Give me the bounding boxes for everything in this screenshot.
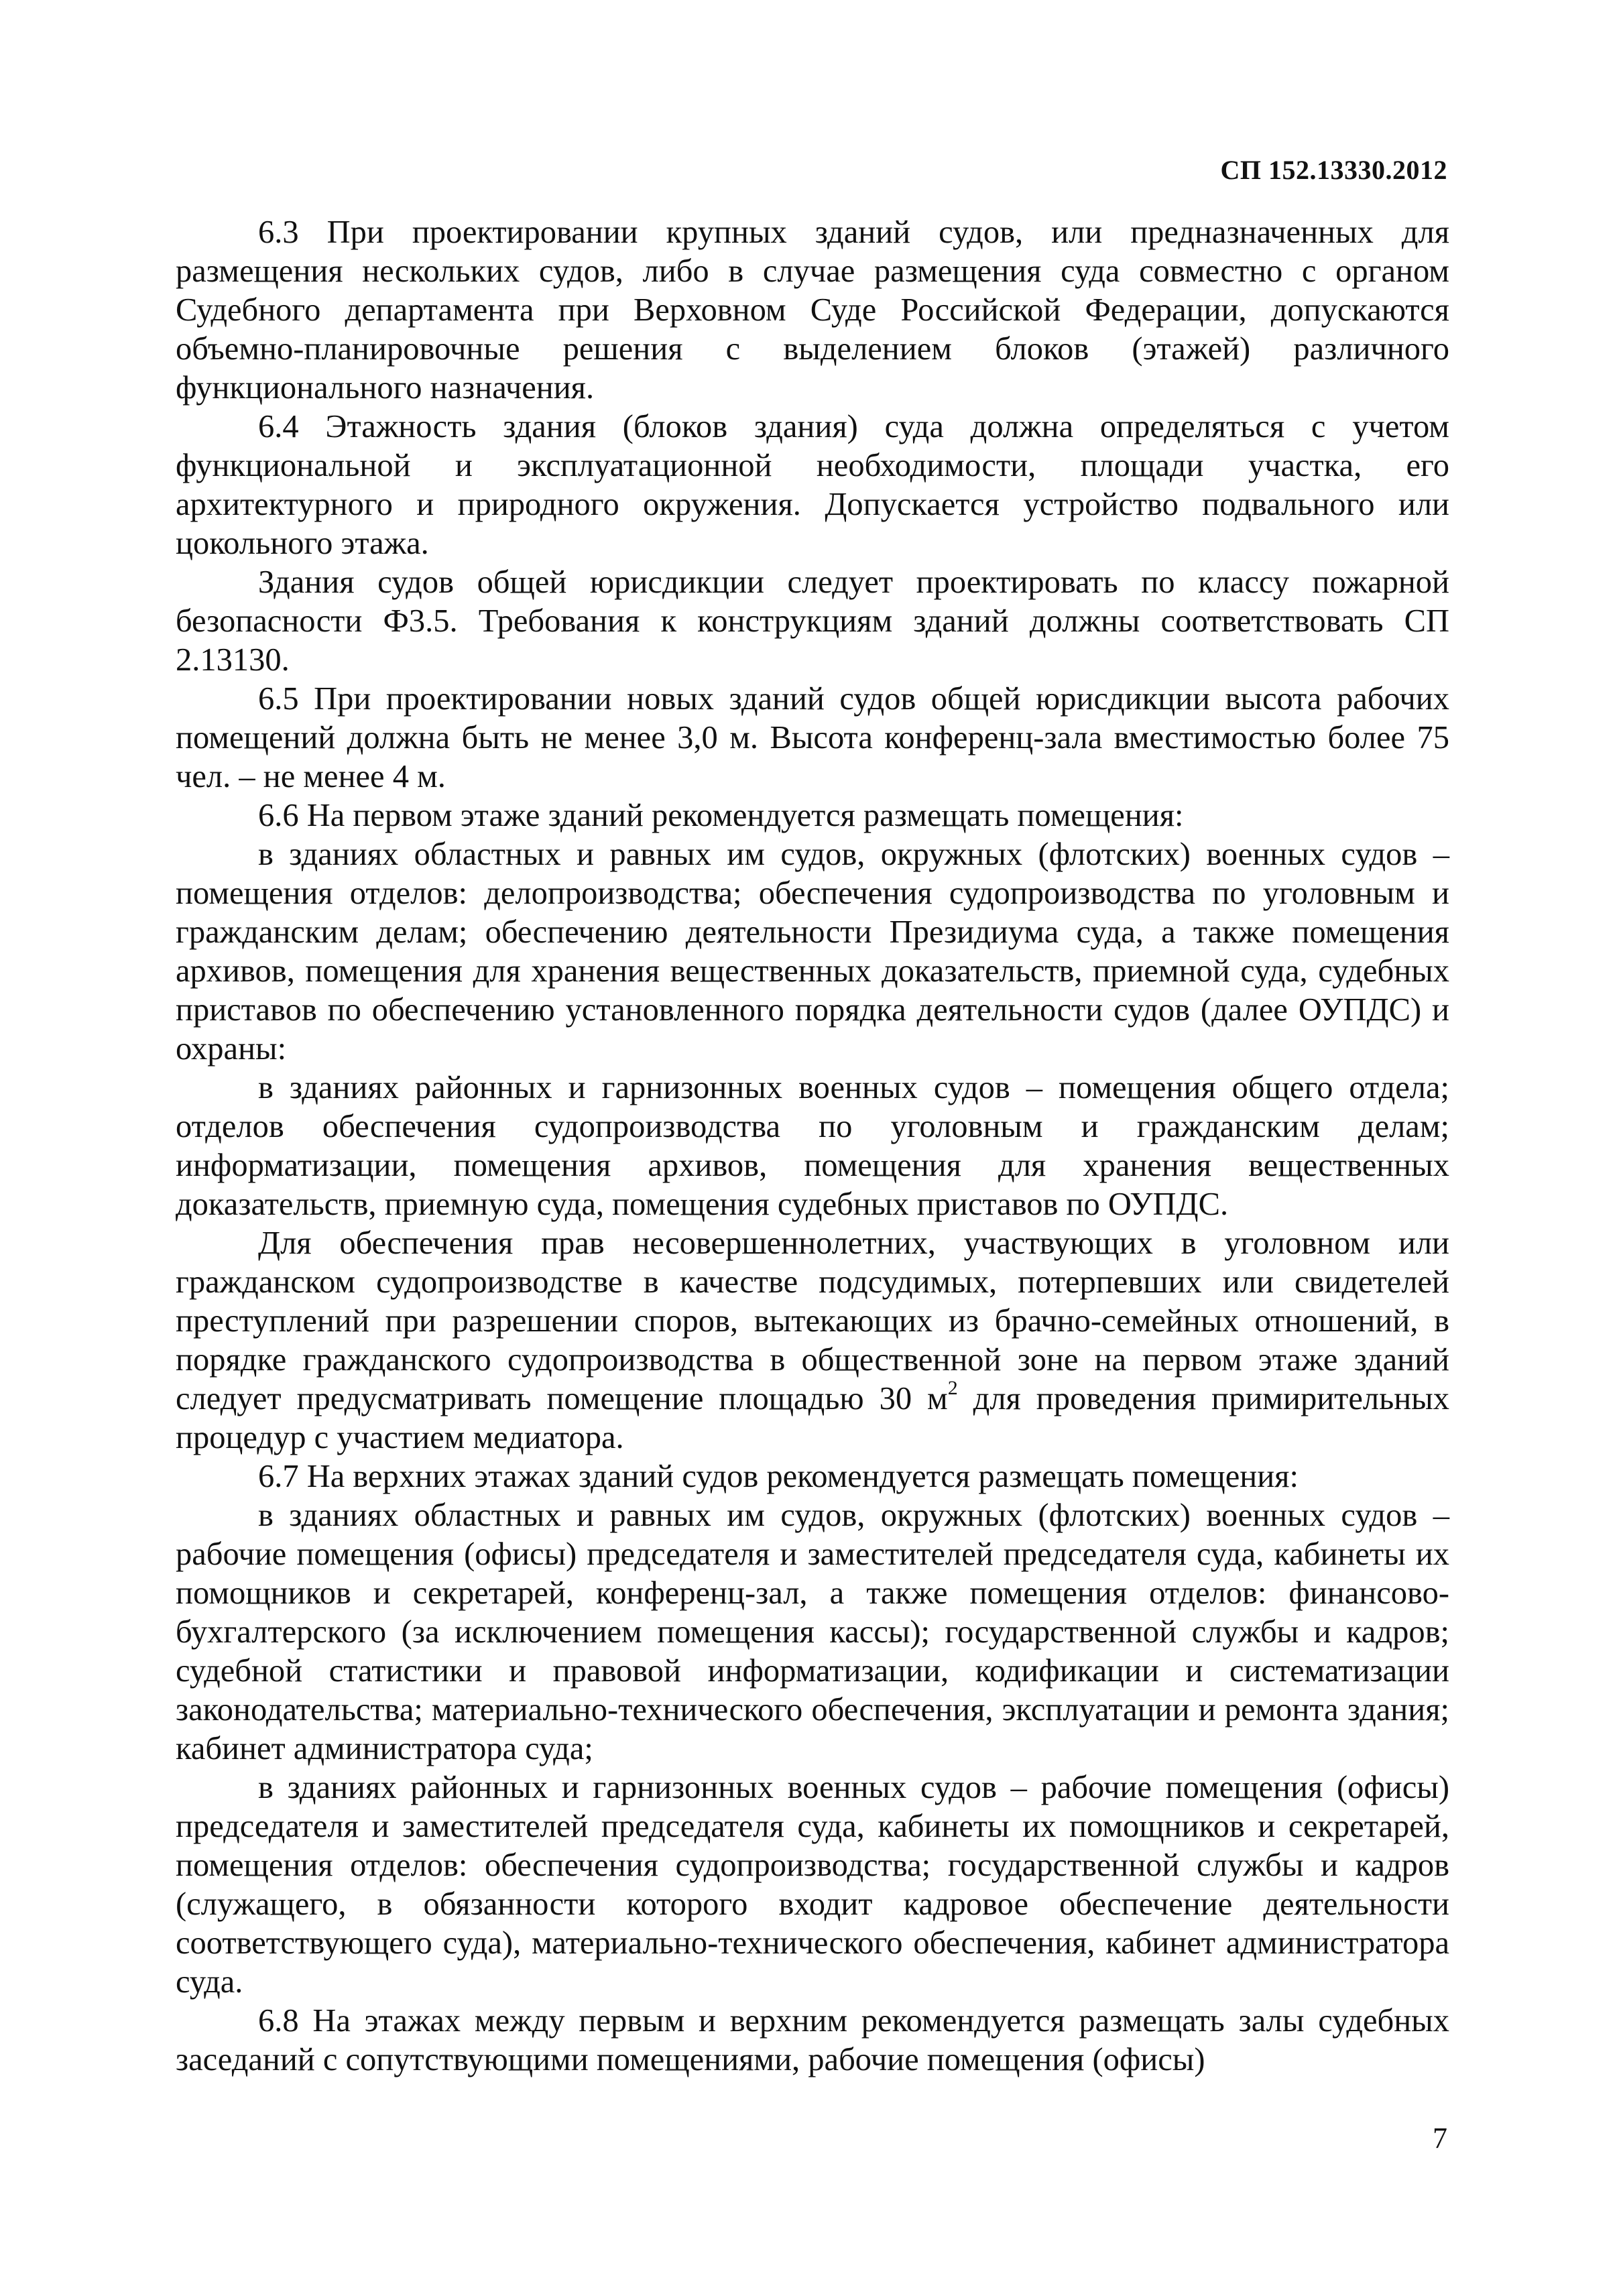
paragraph-6-5: 6.5 При проектировании новых зданий судов общей юрисдикции высота рабочих помещений должна быть не менее 3,0 м. Высота конференц-зала вместимостью более 75 чел. – не менее 4 м.: [176, 681, 1449, 794]
paragraph-6-8: 6.8 На этажах между первым и верхним рекомендуется размещать залы судебных заседаний с сопутствующими помещениями, рабочие помещения (офисы): [176, 2003, 1449, 2077]
paragraph-6-7: 6.7 На верхних этажах зданий судов рекомендуется размещать помещения:: [258, 1459, 1299, 1494]
paragraph-regional-courts-first-floor: в зданиях областных и равных им судов, окружных (флотских) военных судов – помещения отделов: делопроизводства; обеспечения судопроизводства по уголовным и гражданским делам; обеспечению деятельности Президиума суда, а также помещения архивов, помещения для хранения вещественных доказательств, приемной суда, судебных приставов по обеспечению установленного порядка деятельности судов (далее ОУПДС) и охраны:: [176, 837, 1449, 1067]
paragraph-6-4: 6.4 Этажность здания (блоков здания) суда должна определяться с учетом функциональной и эксплуатационной необходимости, площади участка, его архитектурного и природного окружения. Допускается устройство подвального или цокольного этажа.: [176, 409, 1449, 561]
paragraph-6-6: 6.6 На первом этаже зданий рекомендуется размещать помещения:: [258, 798, 1184, 833]
document-body: [176, 213, 1449, 2079]
square-meter-superscript: 2: [947, 1377, 958, 1399]
paragraph-regional-courts-upper-floors: в зданиях областных и равных им судов, окружных (флотских) военных судов – рабочие помещения (офисы) председателя и заместителей председателя суда, кабинеты их помощников и секретарей, конференц-зал, а также помещения отделов: финансово-бухгалтерского (за исключением помещения кассы); государственной службы и кадров; судебной статистики и правовой информатизации, кодификации и систематизации законодательства; материально-технического обеспечения, эксплуатации и ремонта здания; кабинет администратора суда;: [176, 1498, 1449, 1766]
paragraph-minors-rights-tail: для проведения примирительных процедур с участием медиатора.: [176, 1381, 1449, 1455]
paragraph-minors-rights: [176, 1224, 1449, 1457]
page-number: 7: [1433, 2122, 1447, 2155]
paragraph-6-3: 6.3 При проектировании крупных зданий судов, или предназначенных для размещения нескольких судов, либо в случае размещения суда совместно с органом Судебного департамента при Верховном Суде Российской Федерации, допускаются объемно-планировочные решения с выделением блоков (этажей) различного функционального назначения.: [176, 215, 1449, 406]
paragraph-minors-rights-text: Для обеспечения прав несовершеннолетних, участвующих в уголовном или гражданском судопроизводстве в качестве подсудимых, потерпевших или свидетелей преступлений при разрешении споров, вытекающих из брачно-семейных отношений, в порядке гражданского судопроизводства в общественной зоне на первом этаже зданий следует предусматривать помещение площадью 30 м: [176, 1225, 1449, 1416]
paragraph-fire-safety: Здания судов общей юрисдикции следует проектировать по классу пожарной безопасности Ф3.5. Требования к конструкциям зданий должны соответствовать СП 2.13130.: [176, 564, 1449, 678]
paragraph-district-courts-first-floor: в зданиях районных и гарнизонных военных судов – помещения общего отдела; отделов обеспечения судопроизводства по уголовным и гражданским делам; информатизации, помещения архивов, помещения для хранения вещественных доказательств, приемную суда, помещения судебных приставов по ОУПДС.: [176, 1070, 1449, 1222]
document-code: СП 152.13330.2012: [1220, 155, 1447, 185]
paragraph-district-courts-upper-floors: в зданиях районных и гарнизонных военных судов – рабочие помещения (офисы) председателя и заместителей председателя суда, кабинеты их помощников и секретарей, помещения отделов: обеспечения судопроизводства; государственной службы и кадров (служащего, в обязанности которого входит кадровое обеспечение деятельности соответствующего суда), материально-технического обеспечения, кабинет администратора суда.: [176, 1770, 1449, 2000]
